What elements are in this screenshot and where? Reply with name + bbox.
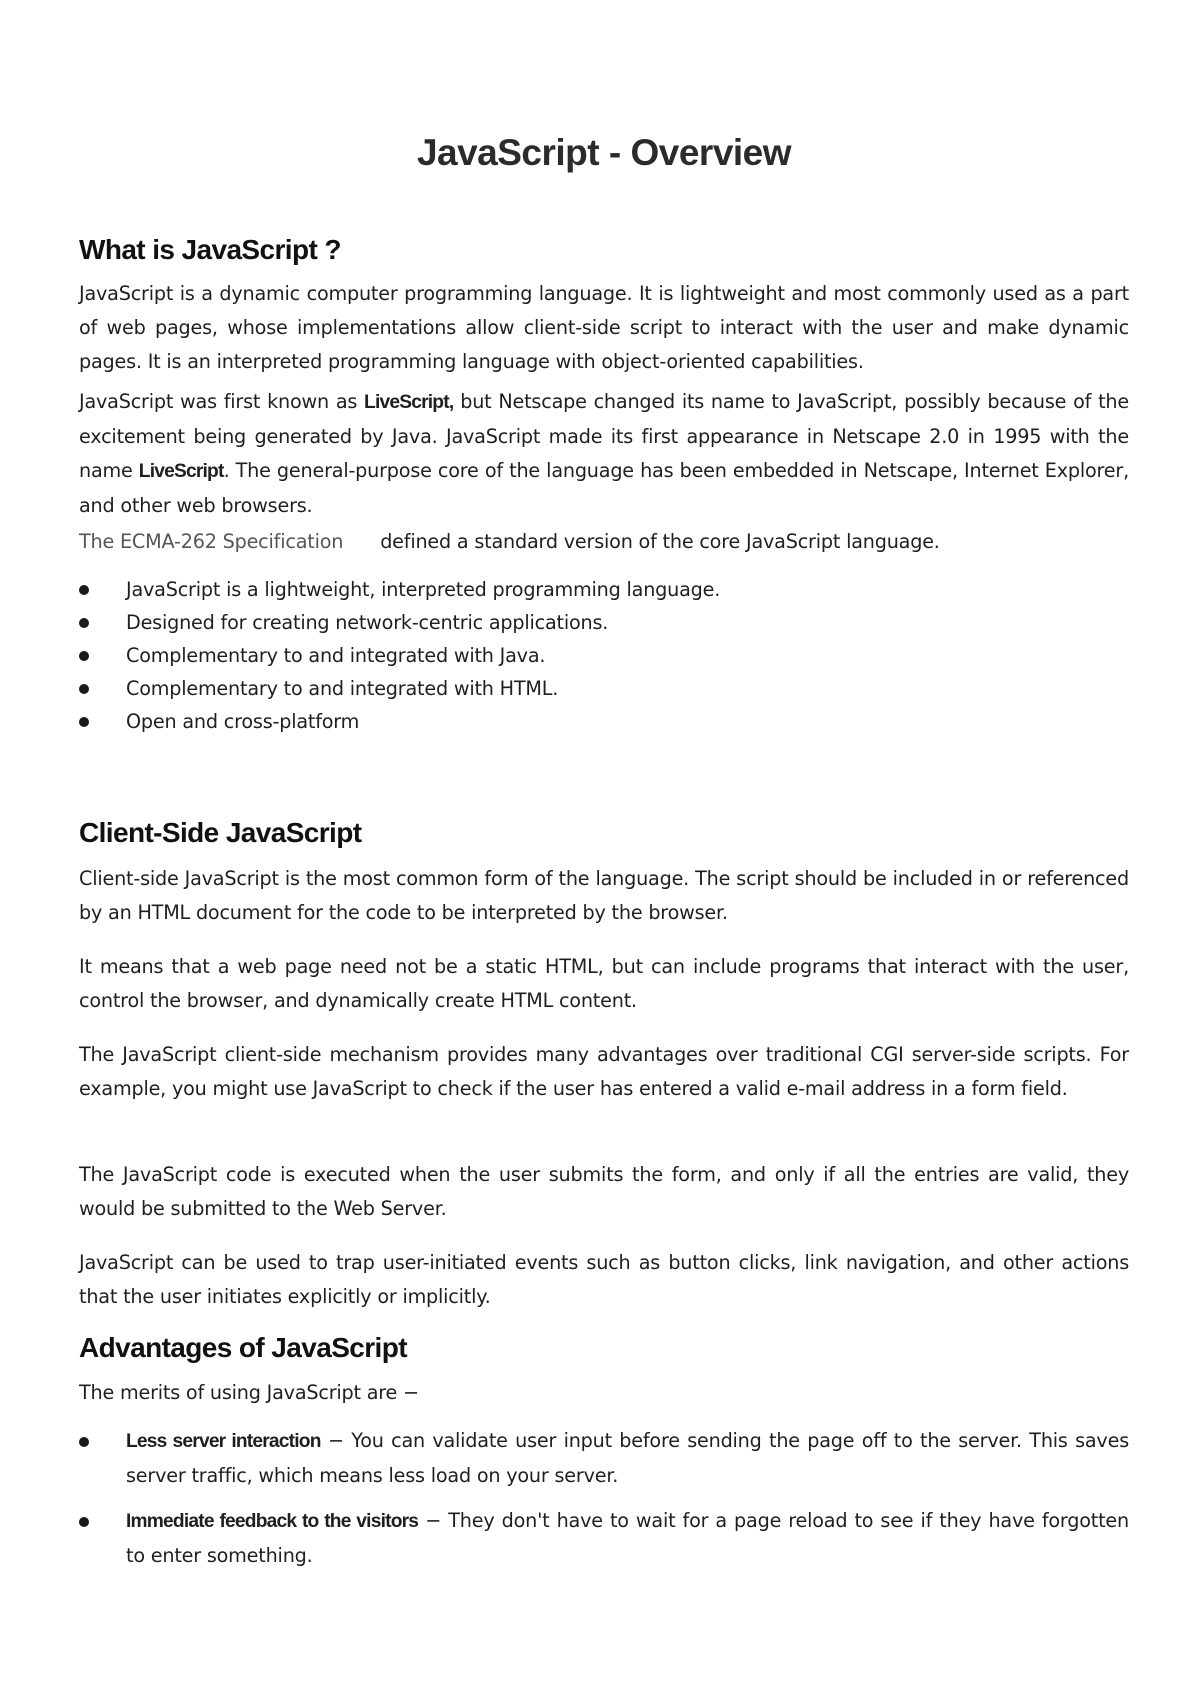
list-item	[79, 573, 1129, 606]
list-item-text: Complementary to and integrated with Java.	[126, 644, 546, 667]
list-item	[79, 1424, 1129, 1493]
paragraph-what-3-text: defined a standard version of the core JavaScript language.	[380, 530, 940, 553]
paragraph-what-2-text-a: JavaScript was first known as	[79, 390, 365, 413]
bullet-icon	[79, 585, 89, 595]
bullet-icon	[79, 684, 89, 694]
advantage-description: − They don't have to wait for a page reload to see if they have forgotten to enter something.	[126, 1509, 1129, 1567]
list-item-text: Open and cross-platform	[126, 710, 360, 733]
paragraph-client-1: Client-side JavaScript is the most common form of the language. The script should be included in or referenced by an HTML document for the code to be interpreted by the browser.	[79, 867, 1129, 924]
list-item-text: Designed for creating network-centric applications.	[126, 611, 609, 634]
advantage-term: Less server interaction	[126, 1431, 321, 1452]
ecma-spec-link[interactable]: The ECMA-262 Specification	[79, 530, 344, 553]
list-item	[79, 705, 1129, 738]
list-item-text: Complementary to and integrated with HTML.	[126, 677, 559, 700]
paragraph-what-2-text-b: but Netscape changed its name to JavaScript, possibly because of the excitement being generated by Java. JavaScript made its first appearance in Netscape 2.0 in 1995 with the name	[79, 390, 1129, 482]
list-item	[79, 1504, 1129, 1573]
bullet-icon	[79, 1517, 89, 1527]
paragraph-what-1: JavaScript is a dynamic computer programming language. It is lightweight and most commonly used as a part of web pages, whose implementations allow client-side script to interact with the user and make dynamic pages. It is an interpreted programming language with object-oriented capabilities.	[79, 282, 1129, 373]
paragraph-client-5: JavaScript can be used to trap user-initiated events such as button clicks, link navigation, and other actions that the user initiates explicitly or implicitly.	[79, 1251, 1129, 1308]
paragraph-client-4: The JavaScript code is executed when the user submits the form, and only if all the entries are valid, they would be submitted to the Web Server.	[79, 1163, 1129, 1220]
paragraph-what-2-text-c: . The general-purpose core of the language has been embedded in Netscape, Internet Explorer, and other web browsers.	[79, 459, 1129, 517]
advantage-term: Immediate feedback to the visitors	[126, 1511, 419, 1532]
list-item	[79, 606, 1129, 639]
paragraph-client-3: The JavaScript client-side mechanism provides many advantages over traditional CGI server-side scripts. For example, you might use JavaScript to check if the user has entered a valid e-mail address in a form field.	[79, 1043, 1129, 1100]
bullet-icon	[79, 1437, 89, 1447]
list-item	[79, 639, 1129, 672]
paragraph-client-2: It means that a web page need not be a static HTML, but can include programs that interact with the user, control the browser, and dynamically create HTML content.	[79, 955, 1129, 1012]
list-item	[79, 672, 1129, 705]
paragraph-advantages-intro: The merits of using JavaScript are −	[79, 1381, 419, 1404]
livescript-bold-2: LiveScript	[138, 461, 224, 482]
heading-what-is-javascript: What is JavaScript ?	[79, 234, 341, 265]
heading-advantages-of-javascript: Advantages of JavaScript	[79, 1332, 407, 1363]
paragraph-what-2	[79, 385, 1129, 523]
page-title: JavaScript - Overview	[416, 132, 792, 173]
livescript-bold-1: LiveScript,	[364, 392, 454, 413]
advantages-list	[79, 1424, 1129, 1573]
bullet-icon	[79, 717, 89, 727]
heading-client-side-javascript: Client-Side JavaScript	[79, 817, 362, 848]
bullet-icon	[79, 651, 89, 661]
javascript-features-list	[79, 573, 1129, 738]
paragraph-what-3	[79, 525, 1129, 559]
bullet-icon	[79, 618, 89, 628]
advantage-description: − You can validate user input before sending the page off to the server. This saves server traffic, which means less load on your server.	[126, 1429, 1129, 1487]
list-item-text: JavaScript is a lightweight, interpreted programming language.	[126, 578, 721, 601]
